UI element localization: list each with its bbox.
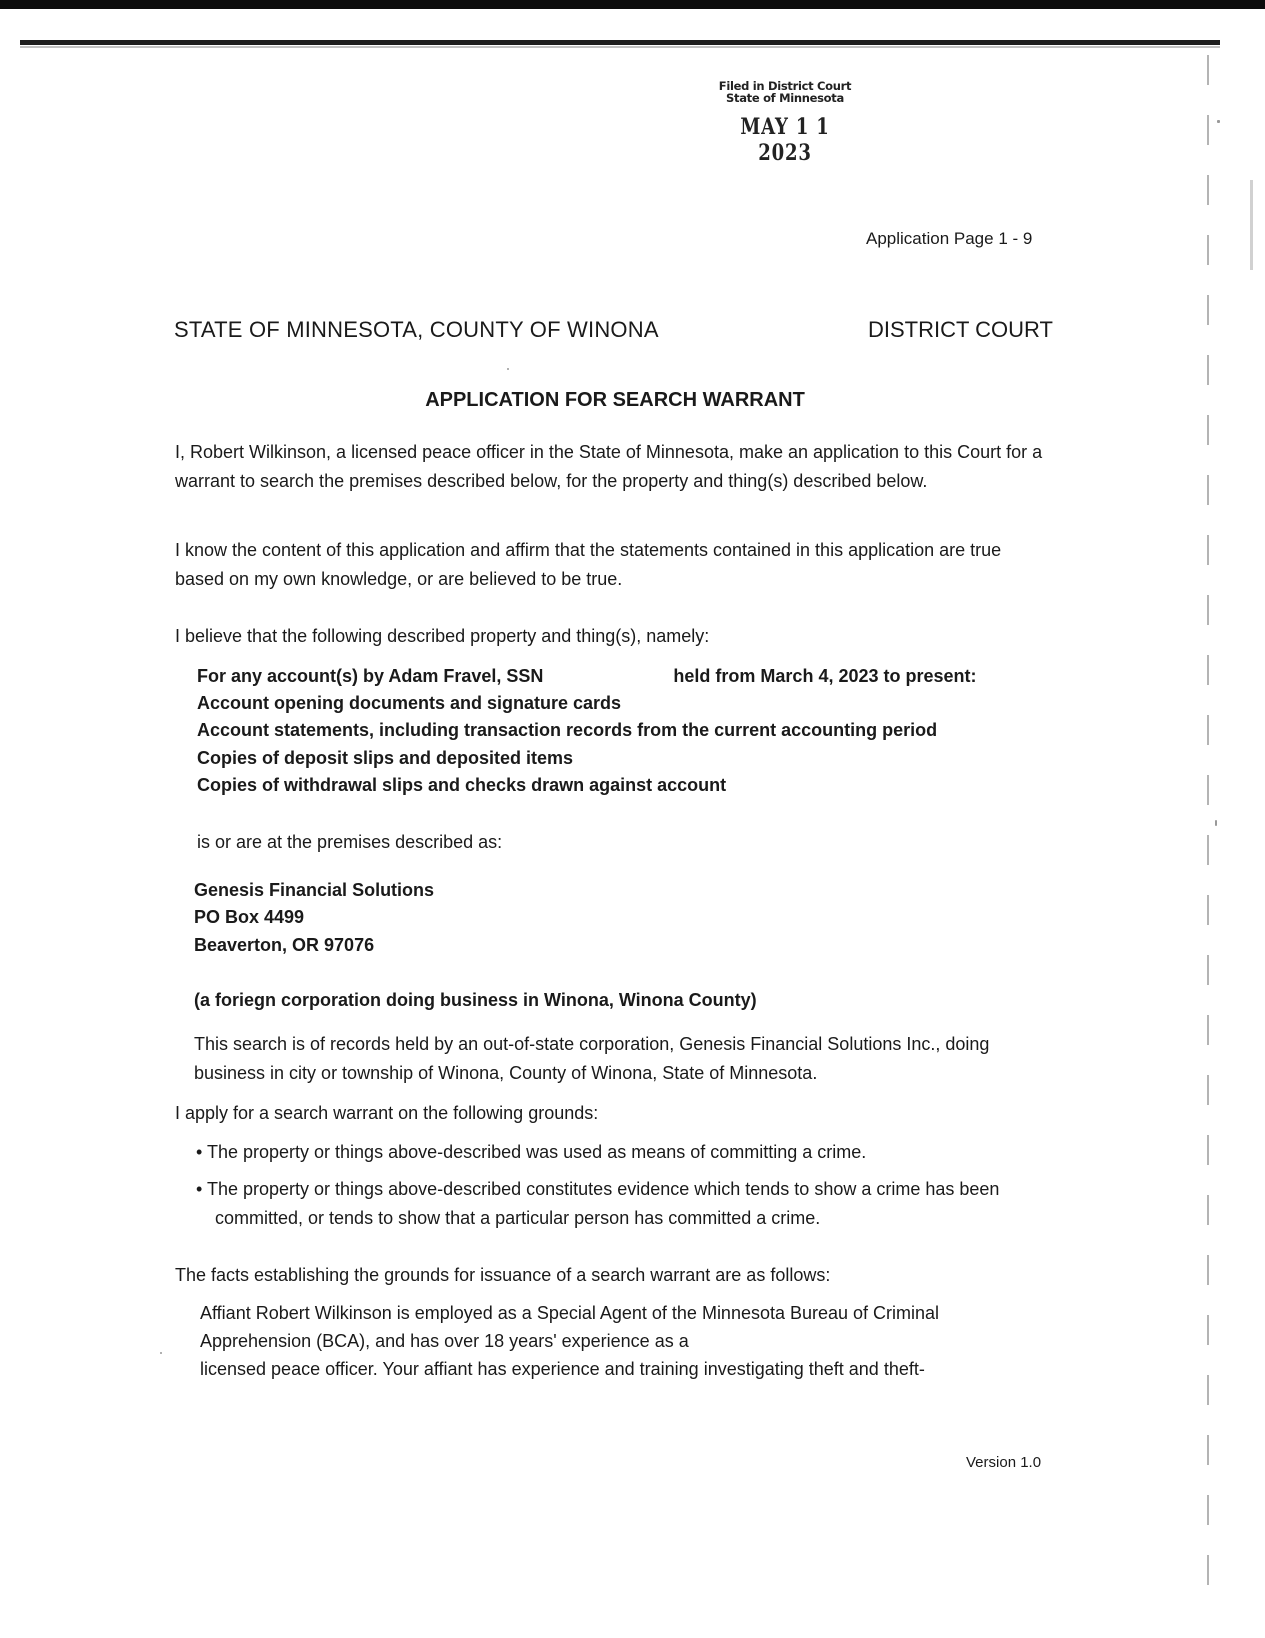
grounds-intro: I apply for a search warrant on the following grounds: [175,1103,599,1123]
premises-name: Genesis Financial Solutions [194,880,435,900]
scan-top-edge [0,0,1265,9]
affirmation-paragraph: I know the content of this application and affirm that the statements contained in this application are true based on my own knowledge, or are believed to be true. [175,540,1002,589]
accounts-owner-text: For any account(s) by Adam Fravel, SSN [197,666,544,686]
filed-stamp [700,80,870,166]
scan-right-edge [1207,55,1209,1615]
premises-note: (a foriegn corporation doing business in Winona, Winona County) [194,990,757,1010]
document-title: APPLICATION FOR SEARCH WARRANT [425,389,805,411]
court-venue: STATE OF MINNESOTA, COUNTY OF WINONA [174,317,659,342]
scan-speck [1215,820,1217,826]
facts-line: Affiant Robert Wilkinson is employed as a Special Agent of the Minnesota Bureau of Criminal [200,1303,940,1323]
stamp-date: MAY 1 1 2023 [740,114,830,166]
scan-speck [507,368,509,370]
scan-speck [1217,120,1220,123]
intro-paragraph: I, Robert Wilkinson, a licensed peace officer in the State of Minnesota, make an application to this Court for a warrant to search the premises described below, for the property and thing(s) described below. [175,442,1043,491]
scan-header-rule-shadow [20,46,1220,48]
scan-speck [160,1352,162,1354]
stamp-line-filed: Filed in District Court [718,79,852,93]
premises-city: Beaverton, OR 97076 [194,935,375,955]
facts-line: licensed peace officer. Your affiant has experience and training investigating theft and theft- [200,1359,925,1379]
facts-line: Apprehension (BCA), and has over 18 years' experience as a [200,1331,689,1351]
version-footer: Version 1.0 [966,1454,1042,1471]
property-item-accounts [197,666,977,687]
scan-right-edge-mark [1250,180,1253,270]
property-item: Account statements, including transaction records from the current accounting period [197,720,938,740]
property-item: Copies of deposit slips and deposited items [197,748,574,768]
ground-bullet: • The property or things above-described constitutes evidence which tends to show a crime has been committed, or tends to show that a particular person has committed a crime. [196,1179,1000,1228]
ground-bullet: • The property or things above-described was used as means of committing a crime. [196,1142,867,1162]
premises-po-box: PO Box 4499 [194,907,305,927]
property-item: Account opening documents and signature cards [197,693,622,713]
records-paragraph: This search is of records held by an out-of-state corporation, Genesis Financial Solutions Inc., doing business in city or township of Winona, County of Winona, State of Minnesota. [194,1034,990,1083]
property-item: Copies of withdrawal slips and checks drawn against account [197,775,727,795]
premises-intro: is or are at the premises described as: [197,832,503,852]
court-name: DISTRICT COURT [868,317,1053,342]
scan-header-rule [20,40,1220,45]
stamp-line-state: State of Minnesota [726,91,844,105]
facts-intro: The facts establishing the grounds for issuance of a search warrant are as follows: [175,1265,831,1285]
belief-paragraph: I believe that the following described property and thing(s), namely: [175,626,710,646]
page-number-label: Application Page 1 - 9 [866,229,1033,248]
accounts-period-text: held from March 4, 2023 to present: [673,666,977,686]
